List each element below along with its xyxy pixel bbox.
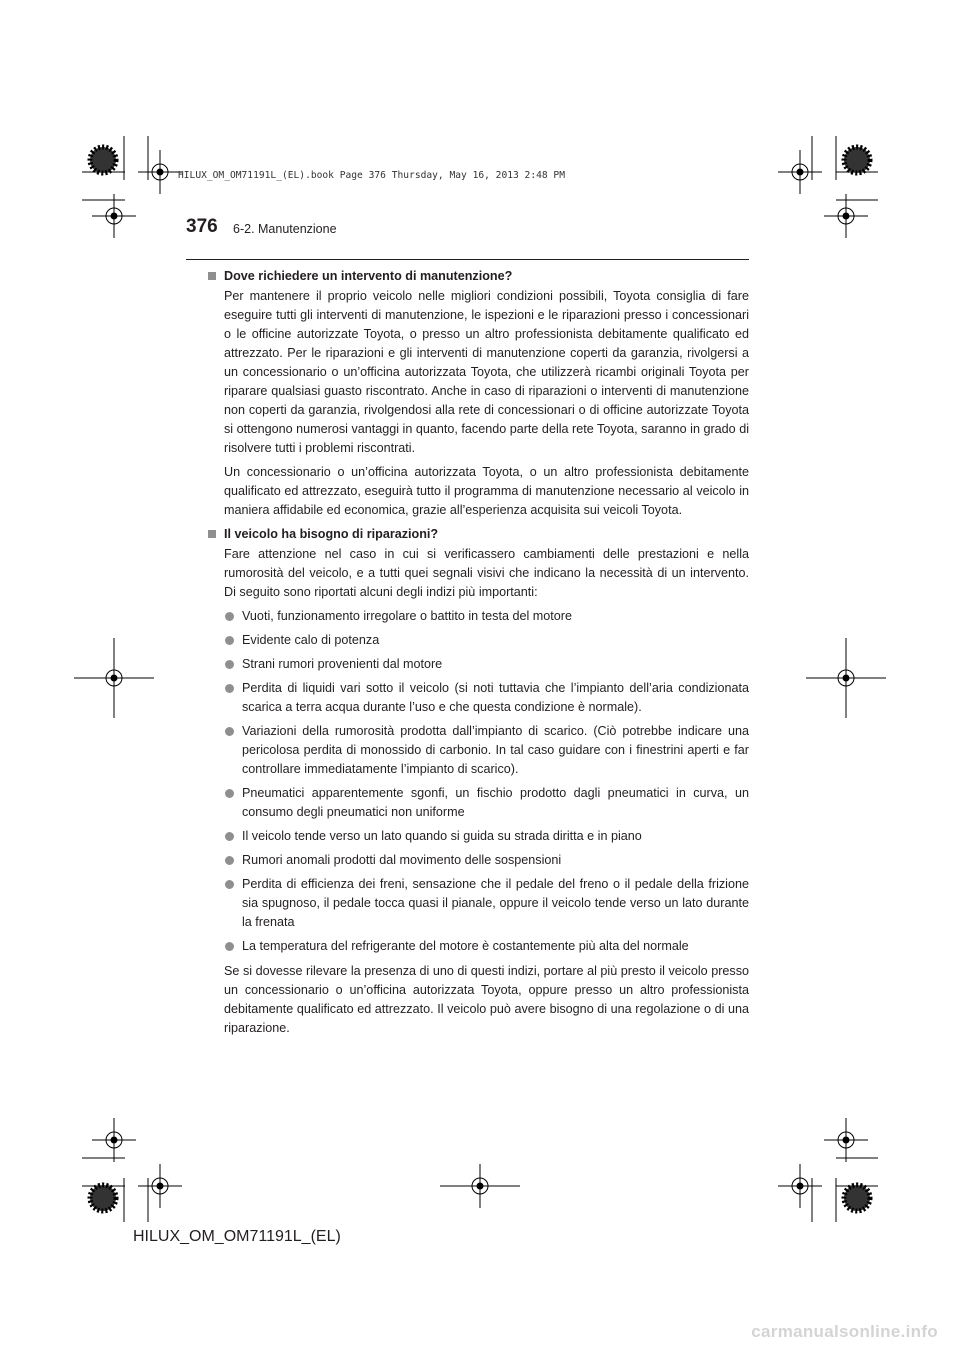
list-item: Perdita di efficienza dei freni, sensazione che il pedale del freno o il pedale della frizione sia spugnoso, il pedale tocca quasi il pianale, oppure il veicolo tende verso un lato durante la frenata [208, 875, 749, 932]
round-bullet-icon [225, 636, 234, 645]
question-heading [208, 267, 749, 286]
round-bullet-icon [225, 856, 234, 865]
manual-code: HILUX_OM_OM71191L_(EL) [133, 1228, 341, 1245]
round-bullet-icon [225, 727, 234, 736]
page-number: 376 [186, 216, 218, 237]
square-bullet-icon [208, 272, 216, 280]
paragraph: Un concessionario o un’officina autorizzata Toyota, o un altro professionista debitamente qualificato ed attrezzato, eseguirà tutto il programma di manutenzione necessario al veicolo in maniera affidabile ed economica, grazie all’esperienza acquisita sui veicoli Toyota. [224, 465, 749, 517]
question-title: Dove richiedere un intervento di manutenzione? [224, 269, 513, 283]
list-item: La temperatura del refrigerante del motore è costantemente più alta del normale [208, 937, 749, 956]
header-divider [186, 259, 749, 260]
site-watermark: carmanualsonline.info [751, 1322, 938, 1341]
book-file-stamp: HILUX_OM_OM71191L_(EL).book Page 376 Thursday, May 16, 2013 2:48 PM [178, 170, 565, 181]
square-bullet-icon [208, 530, 216, 538]
list-item: Variazioni della rumorosità prodotta dall’impianto di scarico. (Ciò potrebbe indicare una pericolosa perdita di monossido di carbonio. In tal caso guidare con i finestrini aperti e far controllare immediatamente l’impianto di scarico). [208, 722, 749, 779]
round-bullet-icon [225, 880, 234, 889]
list-item: Vuoti, funzionamento irregolare o battito in testa del motore [208, 607, 749, 626]
page-content [208, 267, 749, 1043]
symptom-list [208, 607, 749, 956]
list-item: Il veicolo tende verso un lato quando si guida su strada diritta e in piano [208, 827, 749, 846]
paragraph: Per mantenere il proprio veicolo nelle migliori condizioni possibili, Toyota consiglia di fare eseguire tutti gli interventi di manutenzione, le ispezioni e le riparazioni presso i concessionari o le officine autorizzate Toyota, o presso un altro professionista debitamente qualificato ed attrezzato. Per le riparazioni e gli interventi di manutenzione coperti da garanzia, rivolgersi a un concessionario o un’officina autorizzata Toyota, che utilizzerà ricambi originali Toyota per riparare qualsiasi guasto riscontrato. Anche in caso di riparazioni o interventi di manutenzione non coperti da garanzia, rivolgendosi alla rete di concessionari o di officine autorizzate Toyota si ottengono numerosi vantaggi in quanto, facendo parte della rete Toyota, saranno in grado di risolvere tutti i problemi riscontrati. [224, 289, 749, 455]
round-bullet-icon [225, 660, 234, 669]
list-item: Rumori anomali prodotti dal movimento delle sospensioni [208, 851, 749, 870]
list-item: Strani rumori provenienti dal motore [208, 655, 749, 674]
round-bullet-icon [225, 789, 234, 798]
round-bullet-icon [225, 612, 234, 621]
list-item: Perdita di liquidi vari sotto il veicolo (si noti tuttavia che l’impianto dell’aria condizionata scarica a terra acqua durante l’uso e che questa condizione è normale). [208, 679, 749, 717]
paragraph: Fare attenzione nel caso in cui si verificassero cambiamenti delle prestazioni e nella rumorosità del veicolo, e a tutti quei segnali visivi che indicano la necessità di un intervento. Di seguito sono riportati alcuni degli indizi più importanti: [224, 547, 749, 599]
round-bullet-icon [225, 684, 234, 693]
closing-paragraph: Se si dovesse rilevare la presenza di uno di questi indizi, portare al più presto il veicolo presso un concessionario o un’officina autorizzata Toyota, oppure presso un altro professionista debitamente qualificato ed attrezzato. Il veicolo può avere bisogno di una regolazione o di una riparazione. [224, 964, 749, 1035]
question-heading [208, 525, 749, 544]
list-item: Pneumatici apparentemente sgonfi, un fischio prodotto dagli pneumatici in curva, un consumo degli pneumatici non uniforme [208, 784, 749, 822]
question-title: Il veicolo ha bisogno di riparazioni? [224, 527, 439, 541]
round-bullet-icon [225, 942, 234, 951]
section-title: 6-2. Manutenzione [233, 222, 337, 236]
list-item: Evidente calo di potenza [208, 631, 749, 650]
round-bullet-icon [225, 832, 234, 841]
